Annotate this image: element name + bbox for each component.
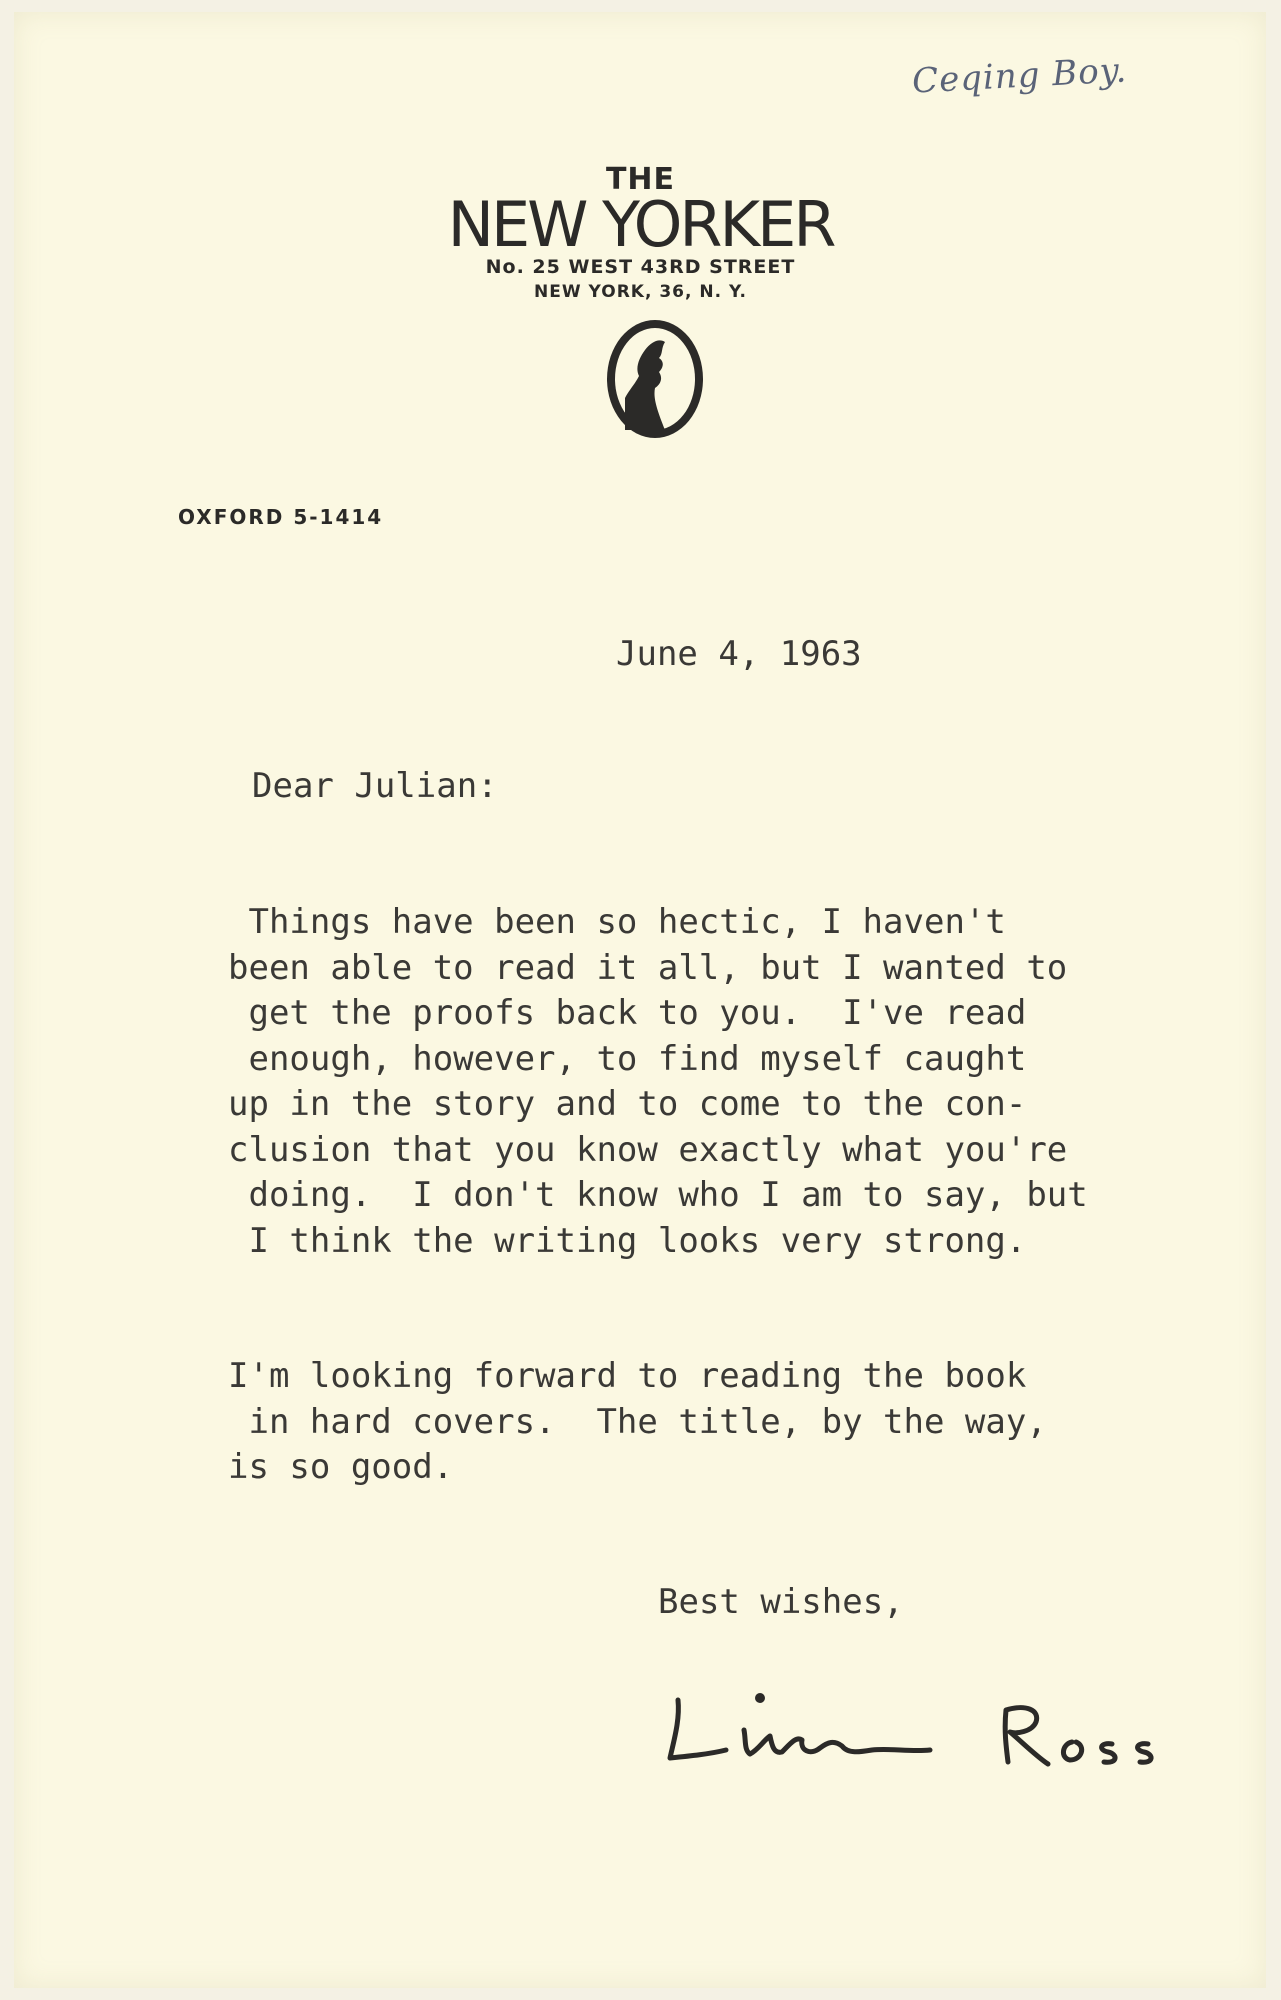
greeting: Dear Julian: — [252, 766, 498, 806]
cameo-logo-icon — [605, 318, 705, 440]
closing: Best wishes, — [658, 1582, 904, 1622]
masthead-the: THE — [605, 162, 676, 197]
masthead-title: NEW YORKER — [447, 188, 834, 261]
signature — [660, 1670, 1180, 1780]
address-line-2: NEW YORK, 36, N. Y. — [534, 282, 747, 302]
phone-number: OXFORD 5-1414 — [178, 505, 384, 529]
body-paragraph-2: I'm looking forward to reading the book in hard covers. The title, by the way, is so good. — [228, 1356, 1047, 1487]
body-paragraph-1: Things have been so hectic, I haven't been able to read it all, but I wanted to get the proofs back to you. I've read enough, however, to find myself caught up in the story and to come to the con- clusion that you know exactly what you're doing. I don't know who I am to say, but I think the writing looks very strong. — [228, 902, 1088, 1261]
address-line-1: No. 25 WEST 43RD STREET — [485, 256, 796, 278]
handwritten-note: Ceqing Boy. — [911, 50, 1129, 102]
letter-date: June 4, 1963 — [616, 634, 862, 674]
